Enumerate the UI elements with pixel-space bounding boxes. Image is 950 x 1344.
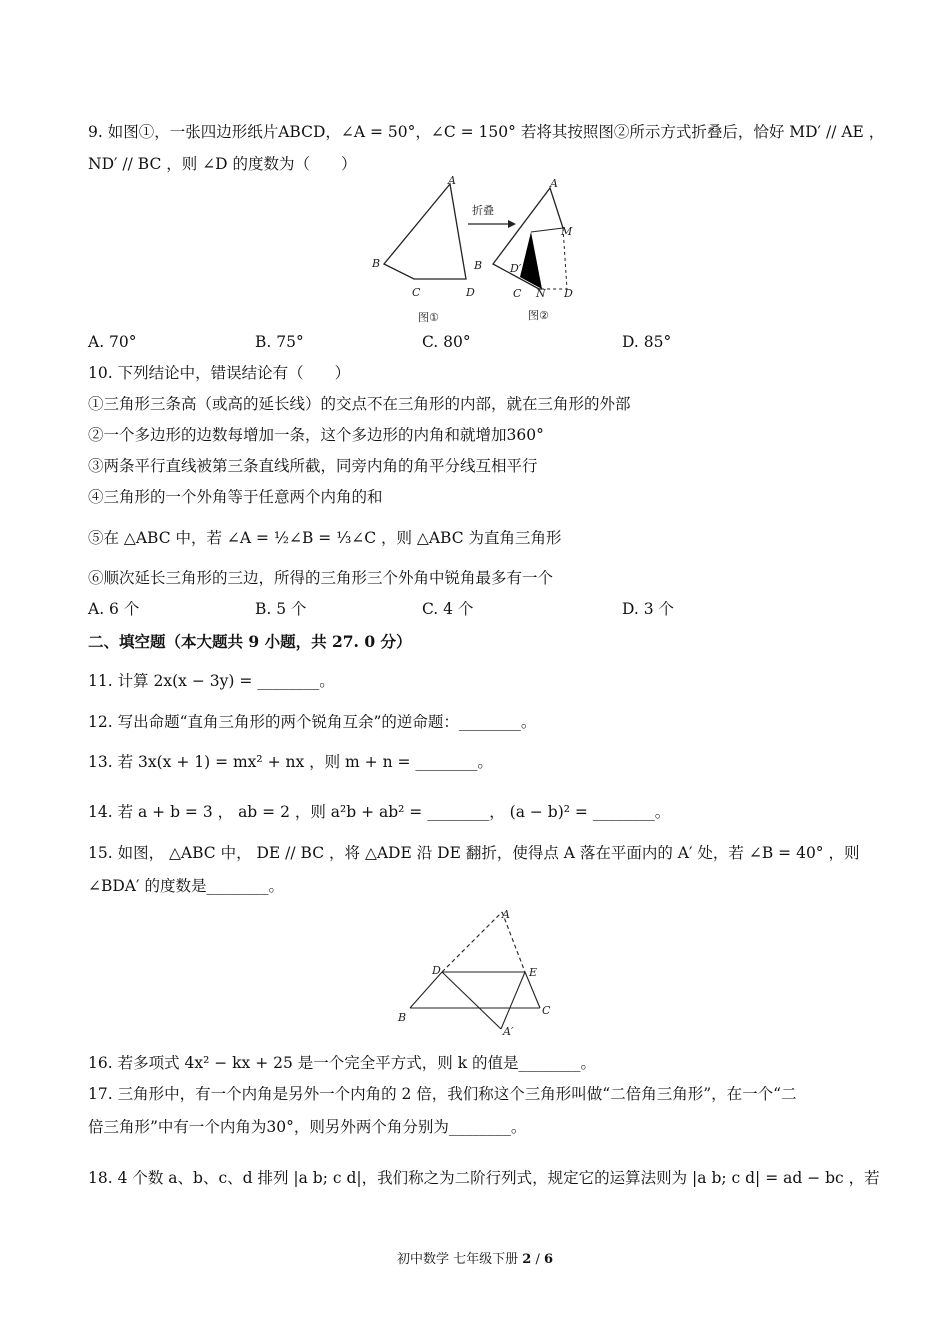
q17-line2: 倍三角形”中有一个内角为30°，则另外两个角分别为________。 xyxy=(88,1118,527,1136)
q14: 14. 若 a + b = 3 ， ab = 2 ，则 a²b + ab² = ________， (a − b)² = ________。 xyxy=(88,803,671,821)
q10-item-6: ⑥顺次延长三角形的三边，所得的三角形三个外角中锐角最多有一个 xyxy=(88,569,554,587)
footer-course: 初中数学 七年级下册 xyxy=(396,1252,519,1267)
q10-item-5: ⑤在 △ABC 中，若 ∠A = ½∠B = ⅓∠C ，则 △ABC 为直角三角形 xyxy=(88,529,562,547)
q15-line2: ∠BDA′ 的度数是________。 xyxy=(88,877,284,895)
q9-fig2-caption: 图② xyxy=(528,309,549,322)
q15-label-A: A xyxy=(502,908,510,921)
q10-option-a: A. 6 个 xyxy=(88,600,140,618)
q9-fig2-label-N: N xyxy=(536,287,546,300)
q9-option-a: A. 70° xyxy=(88,333,137,351)
q9-fig2-label-C: C xyxy=(513,287,522,300)
q16: 16. 若多项式 4x² − kx + 25 是一个完全平方式，则 k 的值是________。 xyxy=(88,1054,597,1072)
q9-fig2-label-M: M xyxy=(561,225,573,238)
q10-item-4: ④三角形的一个外角等于任意两个内角的和 xyxy=(88,488,383,506)
q10-item-2: ②一个多边形的边数每增加一条，这个多边形的内角和就增加360° xyxy=(88,426,544,444)
q9-fig1-label-D: D xyxy=(466,286,475,299)
q15-label-C: C xyxy=(542,1004,551,1017)
q15-label-E: E xyxy=(529,966,538,979)
q9-line2: ND′ // BC ，则 ∠D 的度数为（ ） xyxy=(88,155,357,173)
q9-option-c: C. 80° xyxy=(422,333,471,351)
footer-separator: / xyxy=(531,1252,544,1267)
q15-line1: 15. 如图， △ABC 中， DE // BC ，将 △ADE 沿 DE 翻折，使得点 A 落在平面内的 A′ 处，若 ∠B = 40° ，则 xyxy=(88,844,860,862)
q9-option-b: B. 75° xyxy=(255,333,304,351)
footer-page-total: 6 xyxy=(543,1252,554,1267)
q9-fig2-label-A: A xyxy=(550,177,558,190)
q9-fig1-label-B: B xyxy=(372,257,381,270)
q9-fig2-label-D: D xyxy=(564,287,573,300)
q9-fig1-caption: 图① xyxy=(418,311,439,324)
q9-fig1-label-C: C xyxy=(412,286,421,299)
q17-line1: 17. 三角形中，有一个内角是另外一个内角的 2 倍，我们称这个三角形叫做“二倍角三角形”，在一个“二 xyxy=(88,1085,797,1103)
q9-line1: 9. 如图①，一张四边形纸片ABCD，∠A = 50°，∠C = 150° 若将其按照图②所示方式折叠后，恰好 MD′ // AE ， xyxy=(88,123,885,141)
q10-item-3: ③两条平行直线被第三条直线所截，同旁内角的角平分线互相平行 xyxy=(88,457,538,475)
q11: 11. 计算 2x(x − 3y) = ________。 xyxy=(88,672,335,690)
q15-label-B: B xyxy=(398,1011,407,1024)
q12: 12. 写出命题“直角三角形的两个锐角互余”的逆命题：________。 xyxy=(88,713,537,731)
q13: 13. 若 3x(x + 1) = mx² + nx ，则 m + n = ________。 xyxy=(88,753,493,771)
q18: 18. 4 个数 a、b、c、d 排列 |a b; c d|，我们称之为二阶行列式，规定它的运算法则为 |a b; c d| = ad − bc ，若 xyxy=(88,1169,880,1187)
q15-label-D: D xyxy=(432,964,441,977)
q9-fold-label: 折叠 xyxy=(472,204,494,217)
q9-figure xyxy=(360,176,590,328)
footer-page-number: 2 xyxy=(522,1252,532,1267)
q9-fig1-label-A: A xyxy=(448,176,456,187)
q10-stem: 10. 下列结论中，错误结论有（ ） xyxy=(88,364,351,382)
page-footer xyxy=(0,1248,950,1267)
q9-fig2-label-B: B xyxy=(474,259,483,272)
q10-option-b: B. 5 个 xyxy=(255,600,307,618)
q10-option-c: C. 4 个 xyxy=(422,600,474,618)
q15-label-Aprime: A′ xyxy=(503,1025,514,1038)
q9-option-d: D. 85° xyxy=(622,333,672,351)
q9-fig2-label-Dprime: D′ xyxy=(510,262,522,275)
section-heading: 二、填空题（本大题共 9 小题，共 27. 0 分） xyxy=(88,632,412,651)
q10-option-d: D. 3 个 xyxy=(622,600,675,618)
q15-figure xyxy=(392,904,560,1038)
q10-item-1: ①三角形三条高（或高的延长线）的交点不在三角形的内部，就在三角形的外部 xyxy=(88,395,631,413)
arrow-right-icon xyxy=(508,220,516,228)
